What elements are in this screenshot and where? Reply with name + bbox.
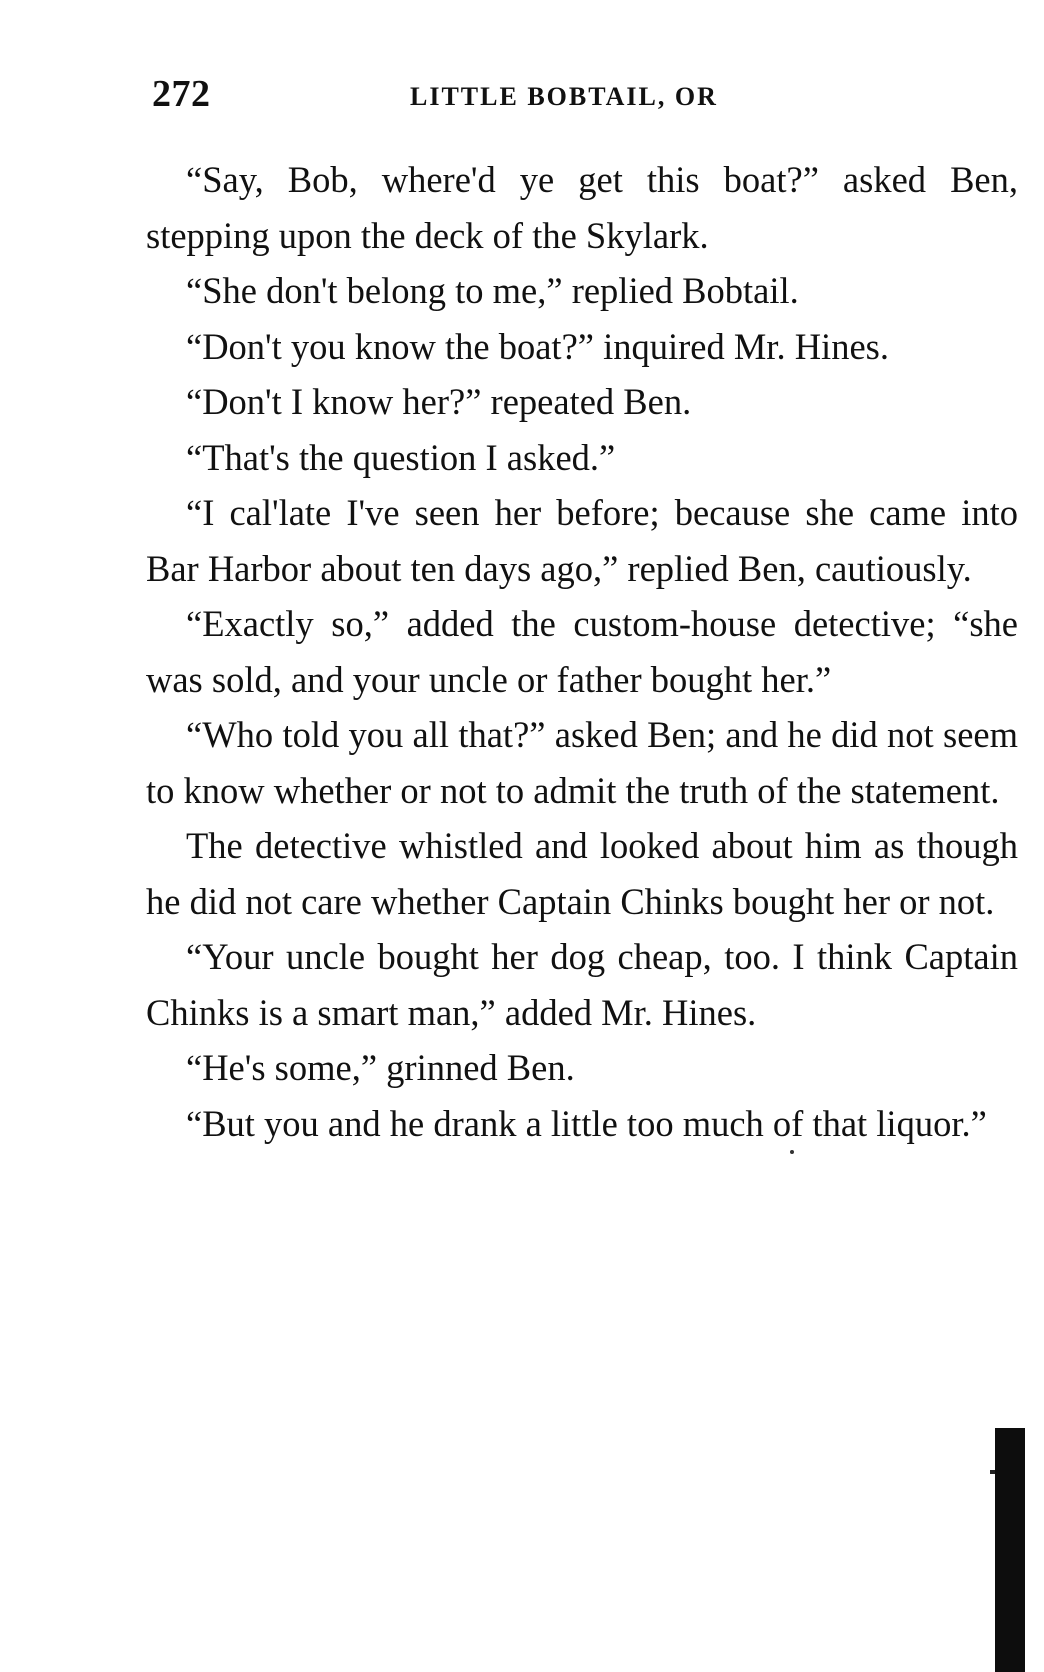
paragraph: “Exactly so,” added the custom-house detective; “she was sold, and your uncle or father bought her.”: [146, 603, 1018, 700]
paragraph: “I cal'late I've seen her before; because she came into Bar Harbor about ten days ago,” replied Ben, cautiously.: [146, 492, 1018, 589]
paragraph: “Don't I know her?” repeated Ben.: [186, 381, 692, 422]
paragraph: “That's the question I asked.”: [186, 436, 616, 478]
print-speck: [790, 1150, 794, 1154]
paragraph: The detective whistled and looked about him as though he did not care whether Captain Chinks bought her or not.: [146, 825, 1018, 922]
paragraph: “Your uncle bought her dog cheap, too. I think Captain Chinks is a smart man,” added Mr. Hines.: [146, 936, 1018, 1033]
running-head: [152, 72, 1024, 120]
running-title: LITTLE BOBTAIL, OR: [410, 82, 718, 111]
paragraph: “She don't belong to me,” replied Bobtail.: [186, 270, 799, 311]
paragraph: “Say, Bob, where'd ye get this boat?” asked Ben, stepping upon the deck of the Skylark.: [146, 159, 1018, 256]
binding-edge-shadow: [995, 1428, 1025, 1672]
paragraph: “But you and he drank a little too much of that liquor.”: [186, 1102, 987, 1144]
paragraph: “Don't you know the boat?” inquired Mr. Hines.: [186, 325, 889, 367]
page-number: 272: [152, 73, 211, 115]
body-text: [146, 152, 1018, 1151]
paragraph: “He's some,” grinned Ben.: [186, 1047, 575, 1088]
paragraph: “Who told you all that?” asked Ben; and he did not seem to know whether or not to admit the truth of the statement.: [146, 714, 1018, 811]
